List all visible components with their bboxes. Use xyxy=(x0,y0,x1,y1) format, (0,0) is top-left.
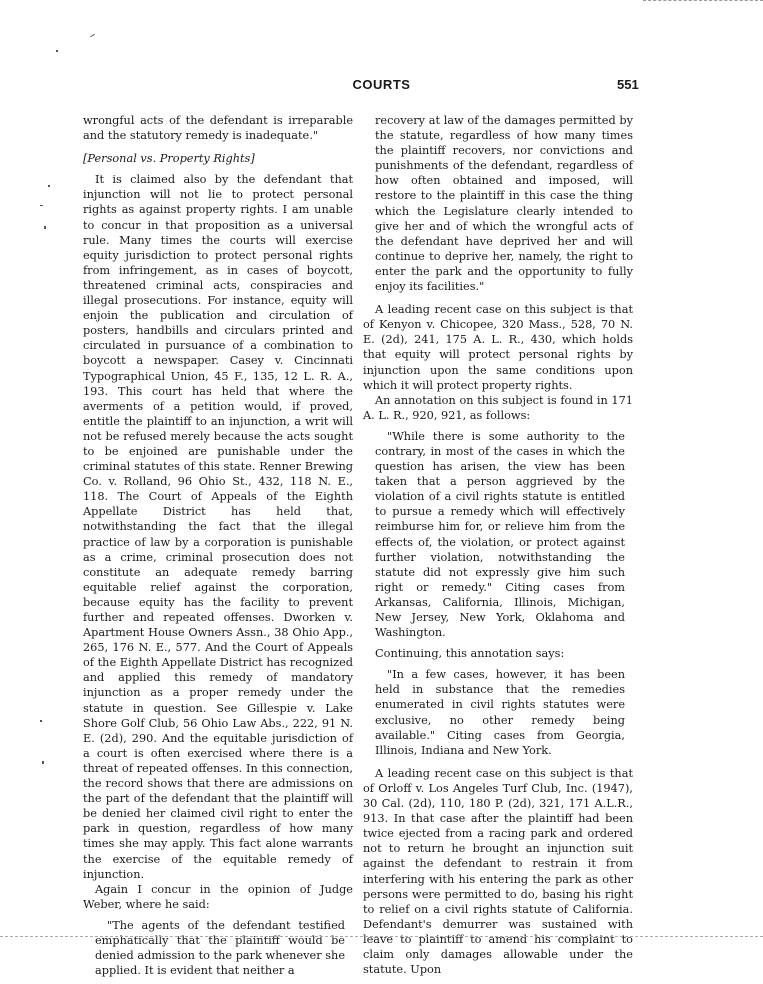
right-quote-annotation-2: "In a few cases, however, it has been held in substance that the remedies enumerated in civil rights statutes were exclusive, no other remedy being available." Citing cases from Georgia, Illinois, Indiana and New York. xyxy=(375,668,625,757)
margin-speck xyxy=(44,226,46,229)
margin-speck xyxy=(42,761,44,764)
left-paragraph-main: It is claimed also by the defendant that injunction will not lie to protect personal rights as against property rights. I am unable to concur in that proposition as a universal rule. Many times the courts will exercise equity jurisdiction to protect personal rights from infringement, as in cases of boycott, threatened criminal acts, conspiracies and illegal prosecutions. For instance, equity will enjoin the publication and circulation of posters, handbills and circulars printed and circulated in pursuance of a combination to boycott a newspaper. Casey v. Cincinnati Typographical Union, 45 F., 135, 12 L. R. A., 193. This court has held that where the averments of a petition would, if proved, entitle the plaintiff to an injunction, a writ will not be refused merely because the acts sought to be enjoined are punishable under the criminal statutes of this state. Renner Brewing Co. v. Rolland, 96 Ohio St., 432, 118 N. E., 118. The Court of Appeals of the Eighth Appellate District has held that, notwithstanding the fact that the illegal practice of law by a corporation is punishable as a crime, criminal prosecution does not constitute an adequate remedy barring equitable relief against the corporation, because equity has the facility to prevent further and repeated offenses. Dworken v. Apartment House Owners Assn., 38 Ohio App., 265, 176 N. E., 577. And the Court of Appeals of the Eighth Appellate District has recognized and applied this remedy of mandatory injunction as a proper remedy under the statute in question. See Gillespie v. Lake Shore Golf Club, 56 Ohio Law Abs., 222, 91 N. E. (2d), 290. And the equitable jurisdiction of a court is often exercised where there is a threat of repeated offenses. In this connection, the record shows that there are admissions on the part of the defendant that the plaintiff will be denied her claimed civil right to enter the park in question, regardless of how many times she may apply. This fact alone warrants the exercise of the equitable remedy of injunction. xyxy=(83,173,353,881)
right-paragraph-orloff: A leading recent case on this subject is that of Orloff v. Los Angeles Turf Club, Inc. (1947), 30 Cal. (2d), 110, 180 P. (2d), 321, 171 A.L.R., 913. In that case after the plaintiff had been twice ejected from a racing park and ordered not to return he brought an injunction suit against the defendant to restrain it from interfering with his entering the park as other persons were permitted to do, basing his right to relief on a civil rights statute of California. Defendant's demurrer was sustained with leave to plaintiff to amend his complaint to claim only damages allowable under the statute. Upon xyxy=(363,766,633,977)
right-quote-continued: recovery at law of the damages permitted by the statute, regardless of how many times the plaintiff recovers, nor convictions and punishments of the defendant, regardless of how often obtained and imposed, will restore to the plaintiff in this case the thing which the Legislature clearly intended to give her and of which the wrongful acts of the defendant have deprived her and will continue to deprive her, namely, the right to enter the park and the opportunity to fully enjoy its facilities." xyxy=(375,114,633,294)
right-paragraph-kenyon: A leading recent case on this subject is that of Kenyon v. Chicopee, 320 Mass., 528, 70 N. E. (2d), 241, 175 A. L. R., 430, which holds that equity will protect personal rights by injunction upon the same conditions upon which it will protect property rights. xyxy=(363,303,633,392)
scan-artifact-bottom xyxy=(0,936,763,938)
margin-speck xyxy=(40,720,42,722)
left-column xyxy=(83,113,353,984)
right-paragraph-continuing: Continuing, this annotation says: xyxy=(375,647,565,661)
section-subheading: [Personal vs. Property Rights] xyxy=(83,152,255,166)
left-paragraph-concur: Again I concur in the opinion of Judge Weber, where he said: xyxy=(83,882,353,911)
margin-speck xyxy=(48,185,50,187)
left-quote: "The agents of the defendant testified emphatically that the plaintiff would be denied admission to the park whenever she applied. It is evident that neither a xyxy=(95,918,345,978)
right-column xyxy=(363,113,633,977)
running-header-title: COURTS xyxy=(352,77,411,92)
margin-speck xyxy=(40,205,43,206)
scan-artifact-top xyxy=(643,0,763,3)
page-number: 551 xyxy=(617,77,639,92)
margin-speck xyxy=(56,50,58,52)
right-quote-annotation-1: "While there is some authority to the contrary, in most of the cases in which the question has arisen, the view has been taken that a person aggrieved by the violation of a civil rights statute is entitled to pursue a remedy which will effectively reimburse him for, or relieve him from the effects of, the violation, or protect against further violation, notwithstanding the statute did not expressly give him such right or remedy." Citing cases from Arkansas, California, Illinois, Michigan, New Jersey, New York, Oklahoma and Washington. xyxy=(375,429,625,640)
left-paragraph-continued: wrongful acts of the defendant is irreparable and the statutory remedy is inadequate." xyxy=(83,114,353,143)
margin-speck xyxy=(90,34,95,37)
right-paragraph-annotation: An annotation on this subject is found in 171 A. L. R., 920, 921, as follows: xyxy=(363,393,633,422)
